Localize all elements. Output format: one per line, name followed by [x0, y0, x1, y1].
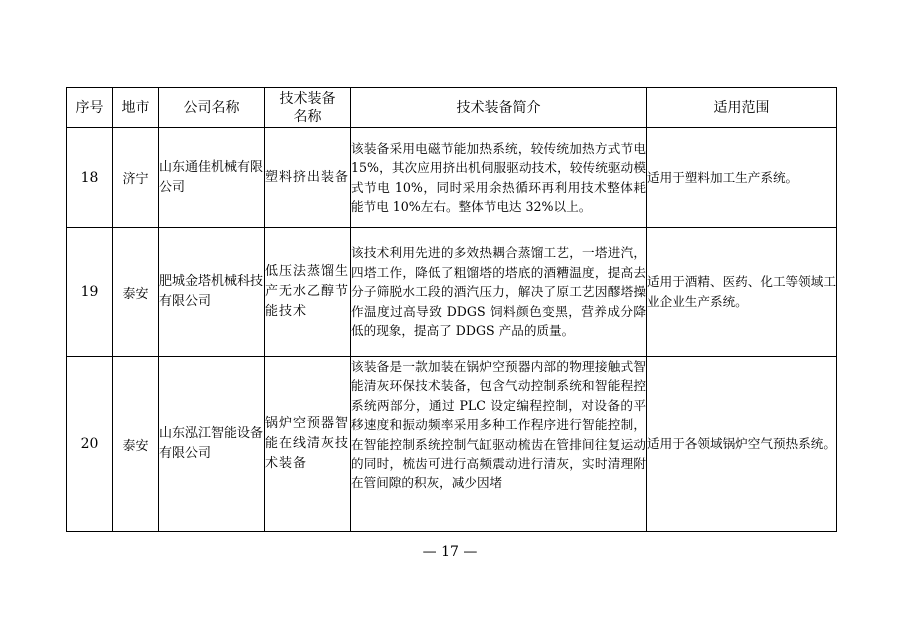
row-number: 18: [67, 128, 113, 228]
row-intro: [351, 128, 647, 228]
row-scope: [647, 228, 837, 357]
row-intro-text: 该装备采用电磁节能加热系统，较传统加热方式节电 15%，其次应用挤出机伺服驱动技术，较传统驱动模式节电 10%，同时采用余热循环再利用技术整体耗能节电 10%左右。整体节电达 32%以上。: [351, 140, 646, 214]
header-intro: 技术装备简介: [351, 88, 647, 128]
row-company: 山东通佳机械有限公司: [159, 128, 265, 228]
row-scope: [647, 128, 837, 228]
technology-equipment-table: [66, 87, 837, 532]
row-scope-text: 适用于酒精、医药、化工等领域工业企业生产系统。: [647, 274, 836, 309]
table-header-row: [67, 88, 837, 128]
row-number: 20: [67, 357, 113, 532]
header-city: 地市: [113, 88, 159, 128]
header-company: 公司名称: [159, 88, 265, 128]
row-number: 19: [67, 228, 113, 357]
table-row: [67, 357, 837, 532]
header-scope: 适用范围: [647, 88, 837, 128]
row-intro-text: 该技术利用先进的多效热耦合蒸馏工艺，一塔进汽，四塔工作，降低了粗馏塔的塔底的酒糟温度，提高去分子筛脱水工段的酒汽压力，解决了原工艺因醪塔操作温度过高导致 DDGS 饲料颜色变黑，营养成分降低的现象，提高了 DDGS 产品的质量。: [351, 245, 646, 339]
row-city: 济宁: [113, 128, 159, 228]
row-company: 山东泓江智能设备有限公司: [159, 357, 265, 532]
row-scope: [647, 357, 837, 532]
row-equipment: 锅炉空预器智能在线清灰技术装备: [265, 357, 351, 532]
table-row: [67, 128, 837, 228]
row-intro-text: 该装备是一款加装在锅炉空预器内部的物理接触式智能清灰环保技术装备，包含气动控制系统和智能程控系统两部分，通过 PLC 设定编程控制，对设备的平移速度和振动频率采用多种工作程序进行智能控制，在智能控制系统控制气缸驱动梳齿在管排间往复运动的同时，梳齿可进行高频震动进行清灰，实时清理附在管间隙的积灰，减少因堵: [351, 359, 646, 491]
row-scope-text: 适用于塑料加工生产系统。: [647, 169, 799, 185]
page-number: — 17 —: [422, 544, 478, 560]
row-intro: [351, 357, 647, 532]
row-scope-text: 适用于各领域锅炉空气预热系统。: [647, 436, 836, 451]
header-equipment: 技术装备名称: [265, 88, 351, 128]
row-intro: [351, 228, 647, 357]
row-city: 泰安: [113, 228, 159, 357]
row-city: 泰安: [113, 357, 159, 532]
row-equipment: 低压法蒸馏生产无水乙醇节能技术: [265, 228, 351, 357]
table-row: [67, 228, 837, 357]
header-no: 序号: [67, 88, 113, 128]
row-equipment: 塑料挤出装备: [265, 128, 351, 228]
row-company: 肥城金塔机械科技有限公司: [159, 228, 265, 357]
